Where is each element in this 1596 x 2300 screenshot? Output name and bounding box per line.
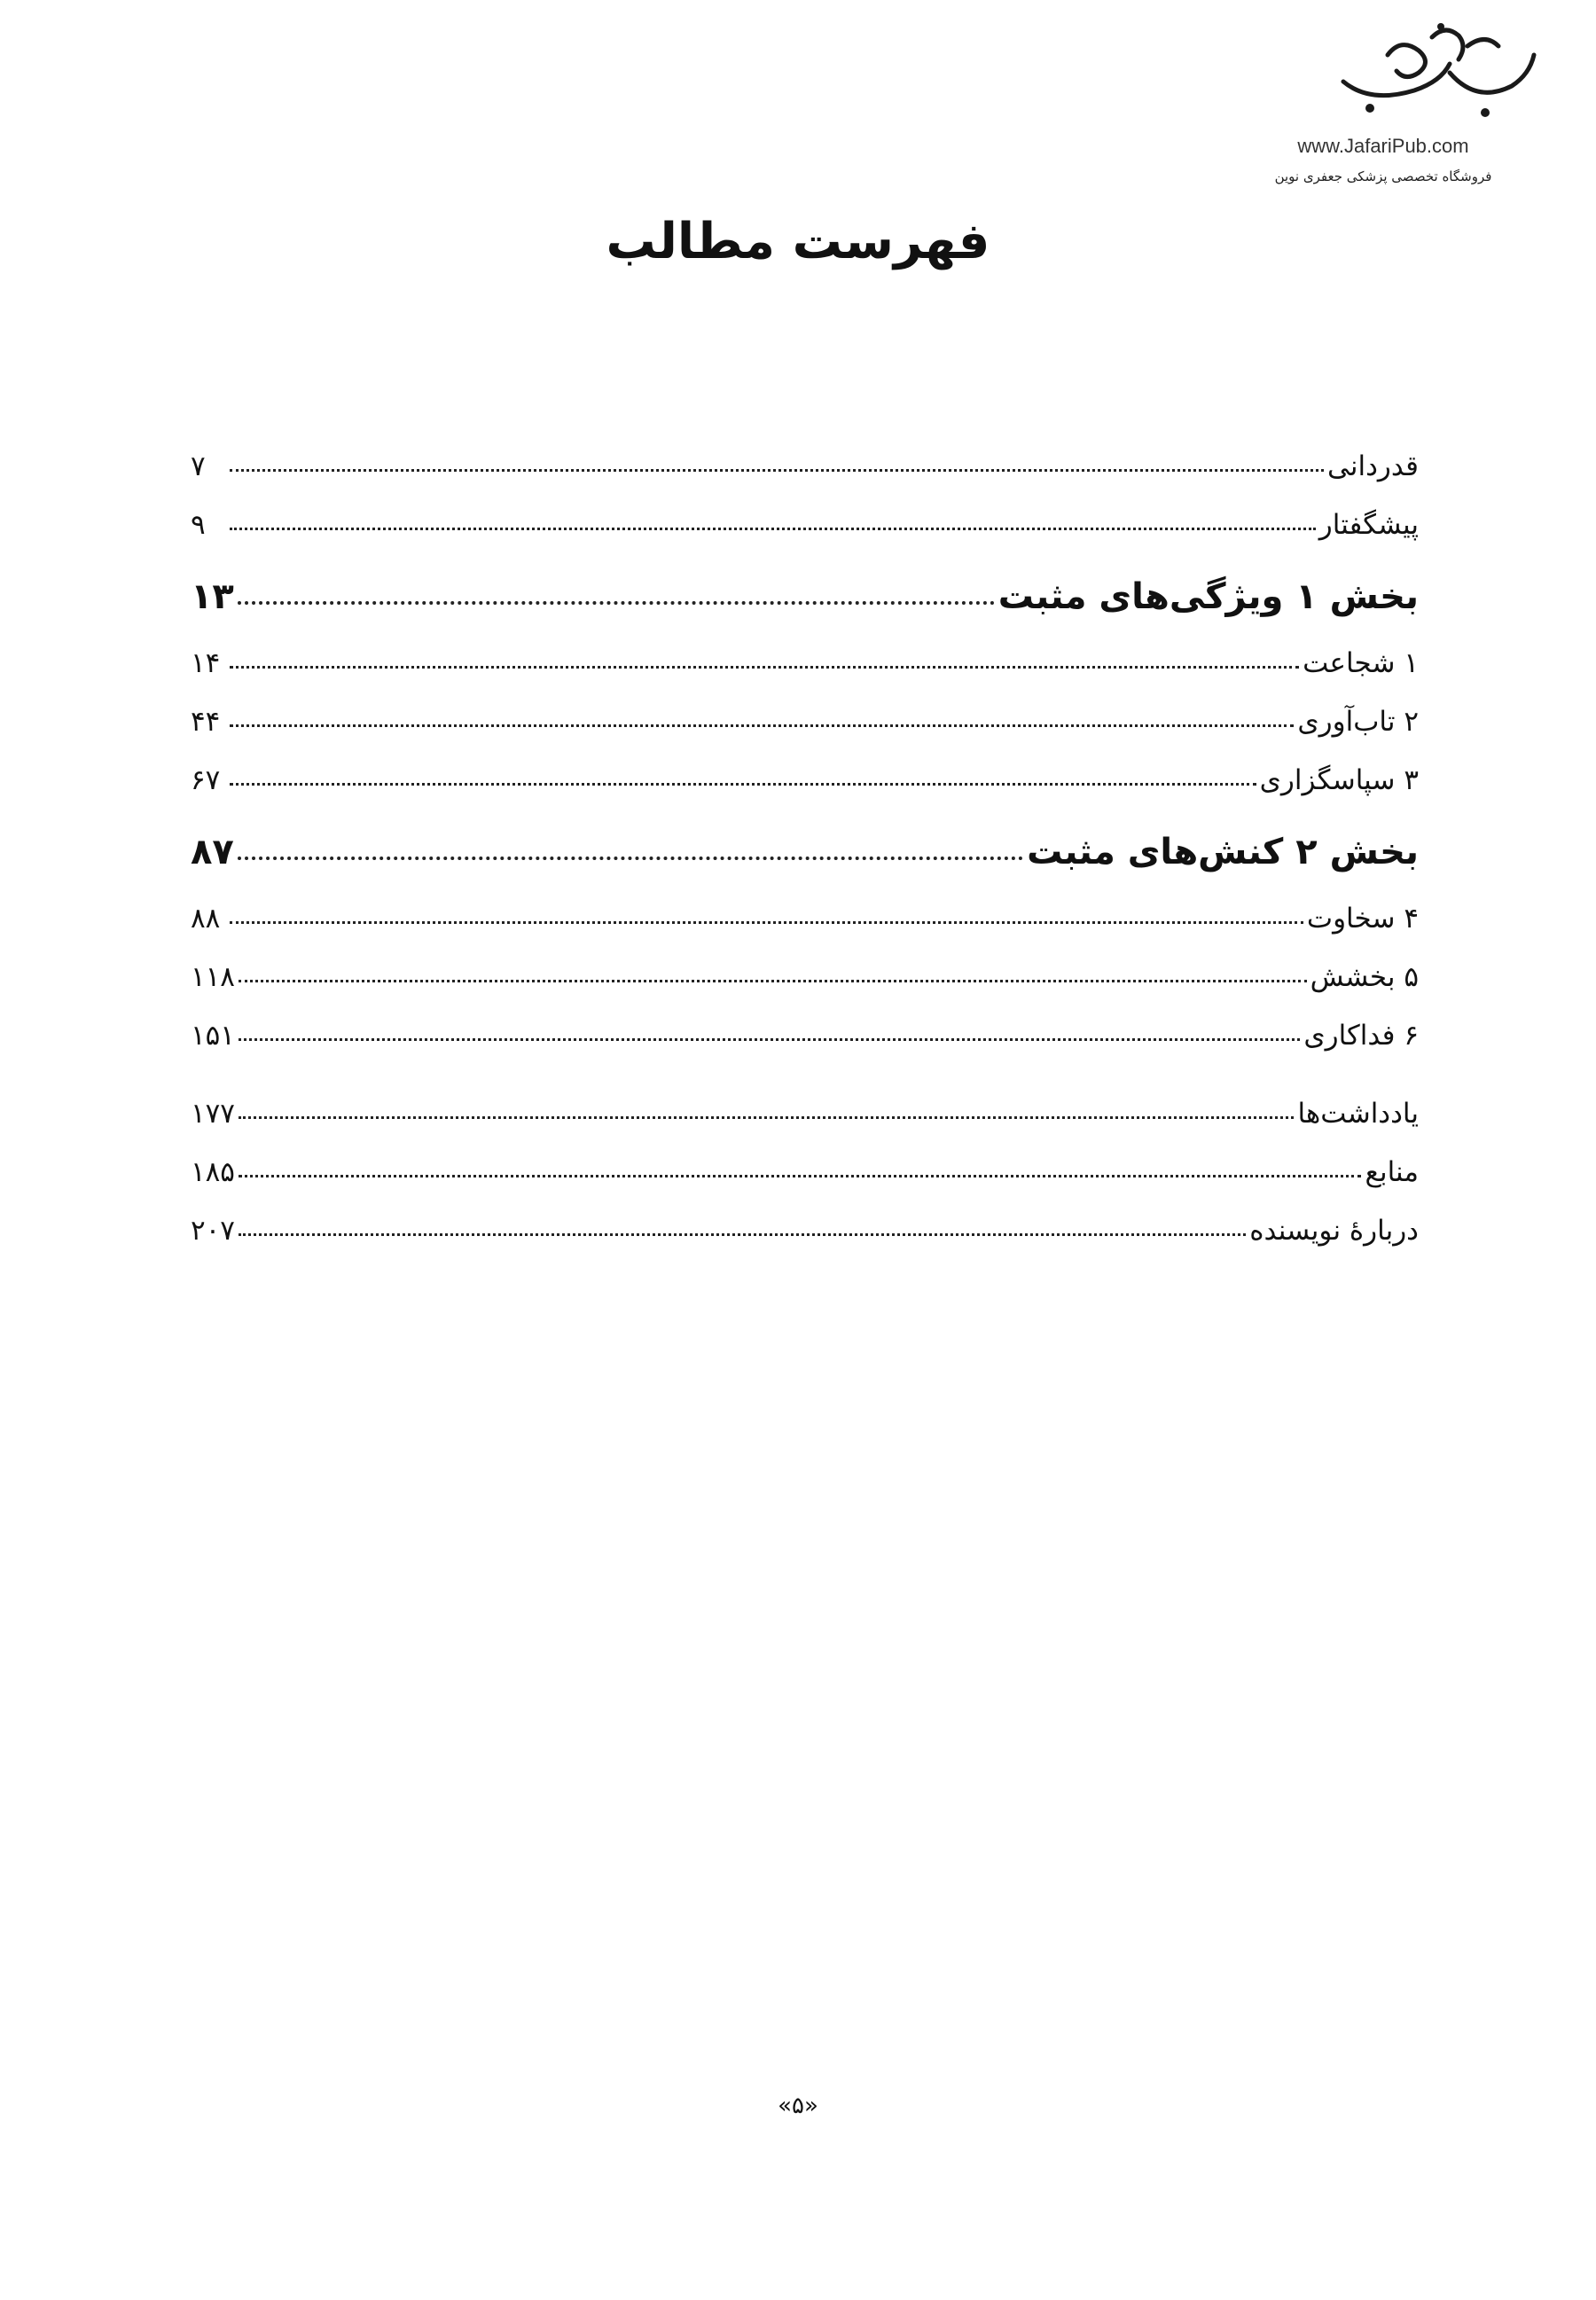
toc-entry-notes[interactable] <box>191 1098 1419 1156</box>
leader-dots <box>239 1116 1295 1119</box>
toc-part-page: ۱۳ <box>191 576 234 617</box>
toc-entry-page: ۱۷۷ <box>191 1098 235 1130</box>
toc-entry-chapter-5[interactable] <box>191 961 1419 1020</box>
toc-entry-label: ۵ بخشش <box>1310 961 1419 993</box>
toc-entry-page: ۸۸ <box>191 903 221 935</box>
leader-dots <box>230 921 1303 924</box>
leader-dots <box>239 1038 1300 1041</box>
page-title: فهرست مطالب <box>606 213 990 270</box>
toc-entry-page: ۹ <box>191 509 206 541</box>
publisher-tagline: فروشگاه تخصصی پزشکی جعفری نوین <box>1274 168 1492 184</box>
toc-entry-label: دربارۀ نویسنده <box>1249 1215 1419 1247</box>
toc-entry-label: ۴ سخاوت <box>1306 903 1419 935</box>
toc-entry-chapter-6[interactable] <box>191 1020 1419 1078</box>
toc-entry-references[interactable] <box>191 1156 1419 1215</box>
toc-entry-acknowledgments[interactable] <box>191 450 1419 509</box>
leader-dots <box>239 1233 1246 1236</box>
toc-entry-chapter-3[interactable] <box>191 764 1419 823</box>
toc-part-1[interactable] <box>191 576 1419 647</box>
toc-entry-chapter-1[interactable] <box>191 647 1419 706</box>
toc-entry-page: ۱۸۵ <box>191 1156 235 1188</box>
toc-entry-page: ۶۷ <box>191 764 221 796</box>
toc-part-page: ۸۷ <box>191 832 234 872</box>
toc-entry-label: قدردانی <box>1327 450 1419 482</box>
leader-dots <box>230 724 1294 727</box>
leader-dots <box>239 980 1307 982</box>
leader-dots <box>238 857 1023 860</box>
toc-part-2[interactable] <box>191 832 1419 903</box>
toc-entry-page: ۱۴ <box>191 647 221 679</box>
publisher-logo-icon <box>1334 20 1538 124</box>
toc-entry-chapter-2[interactable] <box>191 706 1419 764</box>
toc-entry-about-author[interactable] <box>191 1215 1419 1273</box>
toc-entry-label: پیشگفتار <box>1318 509 1419 541</box>
leader-dots <box>230 666 1299 669</box>
leader-dots <box>230 783 1256 786</box>
toc-entry-page: ۱۱۸ <box>191 961 235 993</box>
publisher-url: www.JafariPub.com <box>1297 135 1469 157</box>
toc-entry-page: ۷ <box>191 450 206 482</box>
toc-entry-page: ۴۴ <box>191 706 221 738</box>
toc-entry-page: ۱۵۱ <box>191 1020 235 1052</box>
toc-entry-label: ۲ تاب‌آوری <box>1297 706 1419 738</box>
toc-part-label: بخش ۲ کنش‌های مثبت <box>1027 832 1419 872</box>
leader-dots <box>230 469 1324 472</box>
leader-dots <box>239 1175 1362 1177</box>
section-spacer <box>191 1078 1419 1098</box>
toc-entry-label: ۳ سپاسگزاری <box>1259 764 1419 796</box>
toc-entry-label: منابع <box>1365 1156 1419 1188</box>
toc-entry-label: ۱ شجاعت <box>1303 647 1419 679</box>
leader-dots <box>238 601 995 605</box>
toc-part-label: بخش ۱ ویژگی‌های مثبت <box>998 576 1419 617</box>
toc-entry-chapter-4[interactable] <box>191 903 1419 961</box>
toc-entry-page: ۲۰۷ <box>191 1215 235 1247</box>
toc-entry-label: ۶ فداکاری <box>1303 1020 1419 1052</box>
page-number: «۵» <box>778 2093 818 2119</box>
table-of-contents <box>191 450 1419 1273</box>
leader-dots <box>230 528 1316 530</box>
publisher-logo-block <box>1259 20 1561 184</box>
toc-entry-preface[interactable] <box>191 509 1419 567</box>
toc-entry-label: یادداشت‌ها <box>1297 1098 1419 1130</box>
